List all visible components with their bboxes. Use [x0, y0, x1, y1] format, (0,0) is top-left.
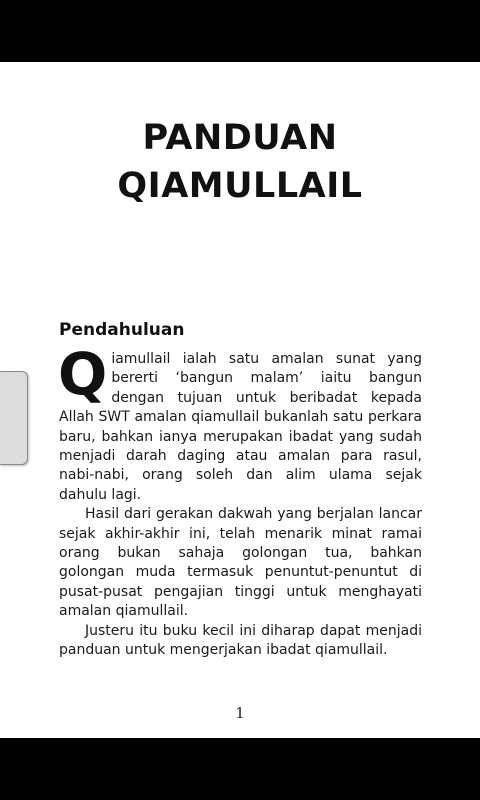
- paragraph-1-text: iamullail ialah satu amalan sunat yang bererti ‘bangun malam’ iaitu bangun dengan tujuan untuk beribadat kepada Allah SWT amalan qiamullail bukanlah satu perkara baru, bahkan ianya merupakan ibadat yang sudah menjadi darah daging atau amalan para rasul, nabi-nabi, orang soleh dan alim ulama sejak dahulu lagi.: [59, 351, 422, 503]
- bottom-black-bar: [0, 738, 480, 800]
- reader-page[interactable]: [0, 62, 480, 738]
- page-number: 1: [235, 704, 245, 722]
- side-drawer-handle[interactable]: [0, 371, 28, 465]
- drop-cap: Q: [58, 340, 108, 408]
- body-text: [58, 340, 422, 661]
- top-black-bar: [0, 0, 480, 62]
- paragraph-2: Hasil dari gerakan dakwah yang berjalan lancar sejak akhir-akhir ini, telah menarik minat ramai orang bukan sahaja golongan tua, bahkan golongan muda termasuk penuntut-penuntut di pusat-pusat pengajian tinggi untuk menghayati amalan qiamullail.: [59, 506, 422, 620]
- paragraph-3: Justeru itu buku kecil ini diharap dapat menjadi panduan untuk mengerjakan ibadat qiamullail.: [59, 622, 422, 659]
- book-title-line-1: PANDUAN: [142, 118, 338, 158]
- section-heading: Pendahuluan: [59, 320, 185, 340]
- paragraph-1: [58, 340, 422, 505]
- book-title-line-2: QIAMULLAIL: [117, 166, 363, 206]
- book-title: [0, 114, 480, 210]
